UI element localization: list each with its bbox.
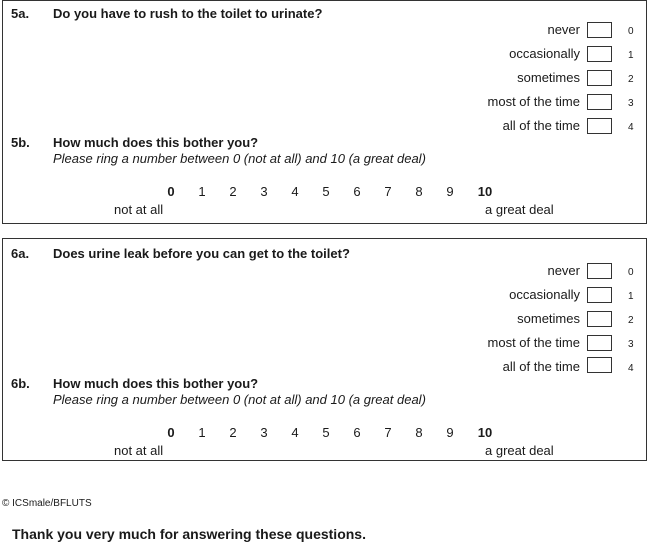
scale-number-7[interactable]: 7 xyxy=(384,425,392,440)
option-label-occasionally: occasionally xyxy=(509,287,580,302)
question-panel-5 xyxy=(2,0,647,224)
option-label-sometimes: sometimes xyxy=(517,70,580,85)
scale-number-7[interactable]: 7 xyxy=(384,184,392,199)
scale-number-5[interactable]: 5 xyxy=(322,425,330,440)
question-text: Does urine leak before you can get to the toilet? xyxy=(53,246,350,261)
option-score: 2 xyxy=(628,74,634,85)
scale-number-2[interactable]: 2 xyxy=(229,425,237,440)
checkbox-sometimes[interactable] xyxy=(587,311,612,327)
option-score: 3 xyxy=(628,98,634,109)
scale-number-6[interactable]: 6 xyxy=(353,184,361,199)
checkbox-occasionally[interactable] xyxy=(587,287,612,303)
option-label-never: never xyxy=(547,263,580,278)
option-score: 4 xyxy=(628,122,634,133)
scale-high-anchor: a great deal xyxy=(485,202,554,217)
question-text: How much does this bother you? xyxy=(53,376,259,391)
scale-number-2[interactable]: 2 xyxy=(229,184,237,199)
scale-number-5[interactable]: 5 xyxy=(322,184,330,199)
option-score: 1 xyxy=(628,291,634,302)
option-label-never: never xyxy=(547,22,580,37)
option-score: 1 xyxy=(628,50,634,61)
scale-high-anchor: a great deal xyxy=(485,443,554,458)
option-score: 0 xyxy=(628,26,634,37)
option-label-most-of-the-time: most of the time xyxy=(487,94,580,109)
option-label-sometimes: sometimes xyxy=(517,311,580,326)
option-score: 2 xyxy=(628,315,634,326)
option-label-all-of-the-time: all of the time xyxy=(502,359,580,374)
scale-number-3[interactable]: 3 xyxy=(260,184,268,199)
scale-number-0[interactable]: 0 xyxy=(167,184,175,199)
checkbox-all-of-the-time[interactable] xyxy=(587,357,612,373)
option-label-most-of-the-time: most of the time xyxy=(487,335,580,350)
scale-number-8[interactable]: 8 xyxy=(415,425,423,440)
scale-number-6[interactable]: 6 xyxy=(353,425,361,440)
option-score: 4 xyxy=(628,363,634,374)
scale-number-10[interactable]: 10 xyxy=(477,184,493,199)
scale-number-1[interactable]: 1 xyxy=(198,184,206,199)
option-label-occasionally: occasionally xyxy=(509,46,580,61)
scale-number-8[interactable]: 8 xyxy=(415,184,423,199)
scale-low-anchor: not at all xyxy=(114,202,164,217)
instruction-text: Please ring a number between 0 (not at all) and 10 (a great deal) xyxy=(53,392,426,407)
instruction-text: Please ring a number between 0 (not at all) and 10 (a great deal) xyxy=(53,151,426,166)
thank-you-message: Thank you very much for answering these questions. xyxy=(12,526,366,542)
checkbox-never[interactable] xyxy=(587,22,612,38)
question-panel-6 xyxy=(2,238,647,461)
question-text: Do you have to rush to the toilet to urinate? xyxy=(53,6,323,21)
option-label-all-of-the-time: all of the time xyxy=(502,118,580,133)
question-number: 6b. xyxy=(11,376,30,391)
scale-number-1[interactable]: 1 xyxy=(198,425,206,440)
copyright-notice: © ICSmale/BFLUTS xyxy=(2,498,92,509)
checkbox-all-of-the-time[interactable] xyxy=(587,118,612,134)
question-text: How much does this bother you? xyxy=(53,135,259,150)
question-number: 6a. xyxy=(11,246,30,261)
scale-number-10[interactable]: 10 xyxy=(477,425,493,440)
scale-number-3[interactable]: 3 xyxy=(260,425,268,440)
checkbox-most-of-the-time[interactable] xyxy=(587,335,612,351)
scale-number-0[interactable]: 0 xyxy=(167,425,175,440)
scale-low-anchor: not at all xyxy=(114,443,164,458)
checkbox-most-of-the-time[interactable] xyxy=(587,94,612,110)
scale-number-4[interactable]: 4 xyxy=(291,425,299,440)
scale-number-9[interactable]: 9 xyxy=(446,184,454,199)
question-number: 5a. xyxy=(11,6,30,21)
question-number: 5b. xyxy=(11,135,30,150)
scale-number-9[interactable]: 9 xyxy=(446,425,454,440)
option-score: 0 xyxy=(628,267,634,278)
scale-number-4[interactable]: 4 xyxy=(291,184,299,199)
checkbox-sometimes[interactable] xyxy=(587,70,612,86)
checkbox-never[interactable] xyxy=(587,263,612,279)
checkbox-occasionally[interactable] xyxy=(587,46,612,62)
option-score: 3 xyxy=(628,339,634,350)
